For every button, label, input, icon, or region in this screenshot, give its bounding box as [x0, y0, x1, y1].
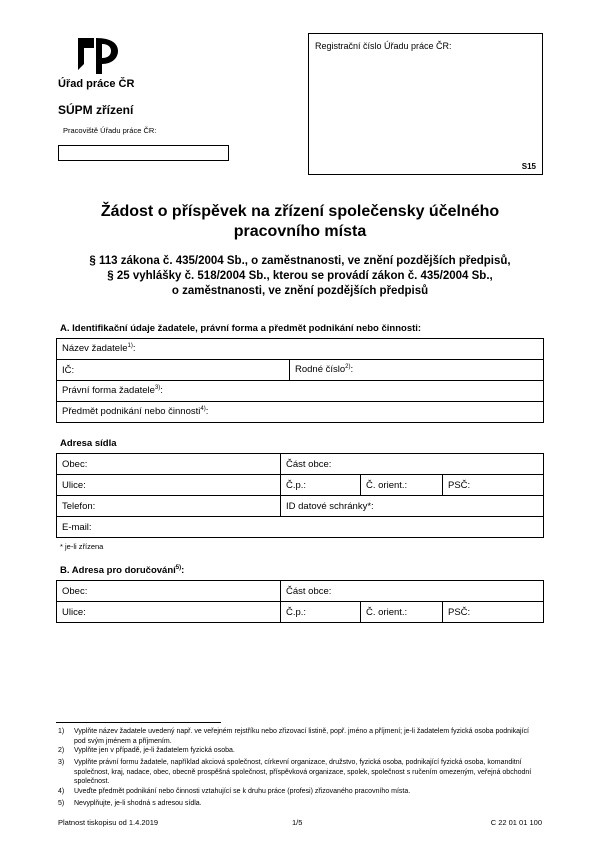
footnote-4: 4) Uveďte předmět podnikání nebo činnosti vztahující se k druhu práce (profesi) zřizovaného pracovního místa.	[58, 788, 411, 795]
supm-label: SÚPM zřízení	[58, 103, 134, 117]
form-validity: Platnost tiskopisu od 1.4.2019	[58, 818, 159, 827]
address-cast-obce-field[interactable]: Část obce:	[281, 454, 544, 475]
form-code: S15	[521, 162, 536, 171]
applicant-name-field[interactable]: Název žadatele$^{1)}$:	[57, 339, 544, 360]
footnote-3: 3) Vyplňte právní formu žadatele, například akciová společnost, církevní organizace, družstvo, fyzická osoba, podnikající fyzická osoba, komanditní společnost, kraj, nadace, obec, obecně prospěšná společnost, příspěvková organizace, spolek, společnost s ručením omezeným, veřejná obchodní společnost.	[58, 759, 532, 785]
delivery-psc-field[interactable]: PSČ:	[443, 602, 544, 623]
databox-note: * je-li zřízena	[60, 542, 104, 551]
address-psc-field[interactable]: PSČ:	[443, 475, 544, 496]
page-number: 1/5	[292, 818, 303, 827]
registration-box[interactable]	[308, 33, 543, 175]
legal-basis-line3: o zaměstnanosti, ve znění pozdějších předpisů	[171, 285, 429, 297]
address-cp-field[interactable]: Č.p.:	[281, 475, 361, 496]
org-name: Úřad práce ČR	[58, 78, 135, 90]
legal-form-field[interactable]: Právní forma žadatele$^{3)}$:	[57, 381, 544, 402]
address-heading: Adresa sídla	[60, 438, 117, 449]
workplace-label: Pracoviště Úřadu práce ČR:	[63, 126, 157, 135]
delivery-ulice-field[interactable]: Ulice:	[57, 602, 281, 623]
form-number: C 22 01 01 100	[490, 818, 542, 827]
delivery-cp-field[interactable]: Č.p.:	[281, 602, 361, 623]
address-c-orient-field[interactable]: Č. orient.:	[361, 475, 443, 496]
section-b-table	[56, 580, 544, 623]
databox-id-field[interactable]: ID datové schránky*:	[281, 496, 544, 517]
address-obec-field[interactable]: Obec:	[57, 454, 281, 475]
section-a-heading: A. Identifikační údaje žadatele, právní forma a předmět podnikání nebo činnosti:	[60, 323, 422, 334]
ic-field[interactable]: IČ:	[57, 360, 290, 381]
address-table	[56, 453, 544, 538]
birth-number-field[interactable]: Rodné číslo$^{2)}$:	[290, 360, 544, 381]
footnote-5: 5) Nevyplňujte, je-li shodná s adresou sídla.	[58, 800, 202, 807]
registration-label: Registrační číslo Úřadu práce ČR:	[315, 41, 452, 51]
section-b-heading: B. Adresa pro doručování$^{5)}$:	[60, 565, 185, 577]
footnote-2: 2) Vyplňte jen v případě, je-li žadatelem fyzická osoba.	[58, 747, 235, 754]
urad-prace-logo	[72, 36, 120, 76]
business-subject-field[interactable]: Předmět podnikání nebo činnosti$^{4)}$:	[57, 402, 544, 423]
phone-field[interactable]: Telefon:	[57, 496, 281, 517]
footnote-1: 1) Vyplňte název žadatele uvedený např. ve veřejném rejstříku nebo zřizovací listině, popř. jméno a příjmení; je-li žadatelem fyzická osoba podnikající pod svým jménem a příjmením.	[58, 728, 529, 745]
email-field[interactable]: E-mail:	[57, 517, 544, 538]
legal-basis-line1: § 113 zákona č. 435/2004 Sb., o zaměstnanosti, ve znění pozdějších předpisů,	[89, 255, 511, 267]
form-title-line1: Žádost o příspěvek na zřízení společensky účelného	[100, 203, 500, 220]
delivery-cast-obce-field[interactable]: Část obce:	[281, 581, 544, 602]
delivery-c-orient-field[interactable]: Č. orient.:	[361, 602, 443, 623]
workplace-field[interactable]	[58, 145, 229, 161]
address-ulice-field[interactable]: Ulice:	[57, 475, 281, 496]
delivery-obec-field[interactable]: Obec:	[57, 581, 281, 602]
form-title-line2: pracovního místa	[233, 223, 367, 240]
legal-basis-line2: § 25 vyhlášky č. 518/2004 Sb., kterou se provádí zákon č. 435/2004 Sb.,	[107, 270, 493, 282]
footnote-divider	[56, 722, 221, 723]
section-a-table	[56, 338, 544, 423]
